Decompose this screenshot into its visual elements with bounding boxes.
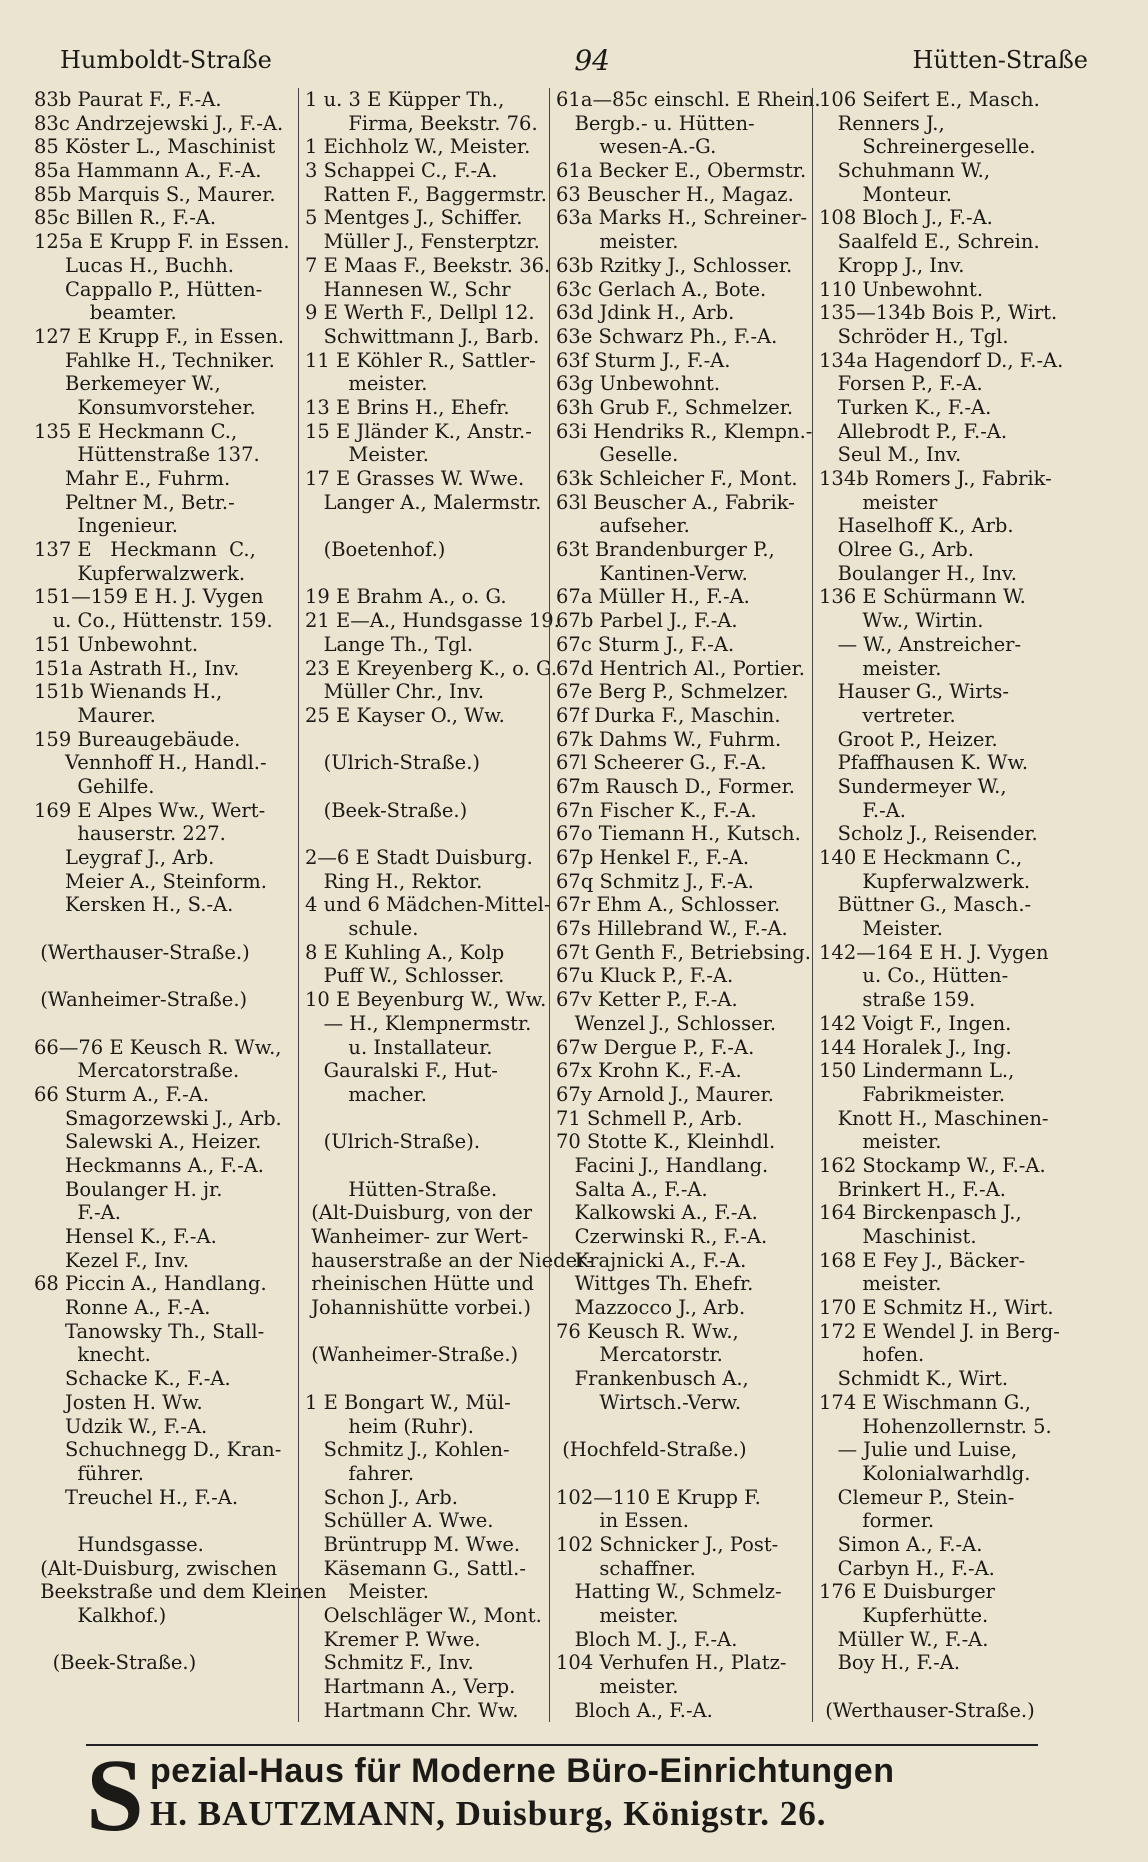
directory-entry-line: Czerwinski R., F.-A. — [556, 1225, 768, 1248]
directory-entry-line: 67f Durka F., Maschin. — [556, 703, 781, 727]
directory-entry-line: 85a Hammann A., F.-A. — [34, 159, 262, 183]
directory-entry-line — [556, 1462, 814, 1486]
directory-entry-line: Clemeur P., Stein- — [819, 1485, 1015, 1509]
directory-entry-line: 63b Rzitky J., Schlosser. — [556, 253, 793, 277]
directory-entry-line: Käsemann G., Sattl.- — [305, 1556, 526, 1580]
directory-entry-line: 151 Unbewohnt. — [34, 632, 199, 656]
directory-entry-line: 162 Stockamp W., F.-A. — [819, 1153, 1046, 1177]
directory-entry-line: 63c Gerlach A., Bote. — [556, 277, 767, 301]
advertisement-line-2: H. BAUTZMANN, Duisburg, Königstr. 26. — [150, 1794, 827, 1833]
directory-entry-line: 63i Hendriks R., Klempn.- — [556, 419, 813, 443]
directory-entry-line: u. Co., Hüttenstr. 159. — [34, 609, 273, 633]
directory-entry-line: Hohenzollernstr. 5. — [819, 1414, 1052, 1438]
directory-entry-line — [305, 1367, 563, 1391]
directory-entry-line: 159 Bureaugebäude. — [34, 727, 241, 751]
directory-entry-line: Hartmann Chr. Ww. — [305, 1698, 519, 1722]
directory-entry-line — [819, 1675, 1119, 1699]
directory-entry-line: 61a Becker E., Obermstr. — [556, 159, 807, 183]
directory-entry-line: Ww., Wirtin. — [819, 609, 984, 633]
directory-entry-line: 169 E Alpes Ww., Wert- — [34, 798, 266, 822]
directory-entry-line: 108 Bloch J., F.-A. — [819, 206, 993, 230]
directory-entry-line: 142—164 E H. J. Vygen — [819, 940, 1049, 964]
directory-entry-line: Carbyn H., F.-A. — [819, 1556, 995, 1580]
directory-entry-line: Salta A., F.-A. — [556, 1177, 708, 1201]
directory-entry-line — [305, 1107, 563, 1131]
directory-entry-line: Gehilfe. — [34, 774, 155, 798]
directory-entry-line: meister. — [556, 1675, 679, 1699]
directory-entry-line: Scholz J., Reisender. — [819, 822, 1038, 846]
directory-entry-line: Udzik W., F.-A. — [34, 1414, 208, 1438]
directory-entry-line: Smagorzewski J., Arb. — [34, 1106, 282, 1130]
directory-entry-line: Schreinergeselle. — [819, 135, 1036, 159]
directory-entry-line: 2—6 E Stadt Duisburg. — [305, 846, 533, 869]
directory-entry-line: (Ulrich-Straße). — [305, 1130, 481, 1154]
directory-entry-line: 135 E Heckmann C., — [34, 419, 238, 443]
directory-entry-line: Konsumvorsteher. — [34, 395, 256, 419]
directory-entry-line: 67o Tiemann H., Kutsch. — [556, 822, 801, 846]
directory-entry-line: F.-A. — [819, 798, 906, 822]
directory-entry-line — [305, 728, 563, 752]
directory-entry-line: (Hochfeld-Straße.) — [556, 1438, 747, 1462]
directory-entry-line: 63t Brandenburger P., — [556, 538, 775, 562]
directory-entry-line: 144 Horalek J., Ing. — [819, 1035, 1012, 1059]
directory-entry-line: straße 159. — [819, 988, 976, 1012]
directory-entry-line: Seul M., Inv. — [819, 443, 962, 467]
directory-entry-line: Kremer P. Wwe. — [305, 1627, 481, 1651]
directory-entry-line: Schüller A. Wwe. — [305, 1509, 494, 1533]
directory-entry-line: Kropp J., Inv. — [819, 253, 965, 277]
directory-entry-line: (Alt-Duisburg, von der — [305, 1201, 533, 1225]
directory-entry-line: 1 Eichholz W., Meister. — [305, 135, 531, 159]
directory-entry-line — [556, 1415, 814, 1439]
directory-entry-line: 67s Hillebrand W., F.-A. — [556, 917, 788, 941]
directory-entry-line: 63k Schleicher F., Mont. — [556, 467, 798, 490]
directory-entry-line: Schwittmann J., Barb. — [305, 324, 540, 348]
directory-entry-line: Hannesen W., Schr — [305, 277, 511, 301]
directory-entry-line — [305, 562, 563, 586]
directory-entry-line: 13 E Brins H., Ehefr. — [305, 395, 510, 419]
directory-entry-line: Müller Chr., Inv. — [305, 680, 485, 704]
directory-entry-line: Mahr E., Fuhrm. — [34, 467, 231, 490]
directory-entry-line: Johannishütte vorbei.) — [305, 1296, 531, 1320]
directory-entry-line: vertreter. — [819, 703, 956, 727]
directory-entry-line: Schuhmann W., — [819, 159, 991, 183]
directory-entry-line — [34, 1509, 292, 1533]
directory-entry-line: beamter. — [34, 301, 177, 325]
directory-entry-line: Boy H., F.-A. — [819, 1651, 961, 1675]
directory-entry-line: Olree G., Arb. — [819, 538, 974, 562]
directory-entry-line: 151—159 E H. J. Vygen — [34, 585, 264, 609]
directory-entry-line: meister. — [556, 1604, 679, 1627]
directory-entry-line: 83b Paurat F., F.-A. — [34, 88, 222, 111]
directory-entry-line: Schuchnegg D., Kran- — [34, 1438, 282, 1462]
directory-entry-line: Haselhoff K., Arb. — [819, 514, 1014, 538]
directory-entry-line: meister. — [556, 230, 679, 254]
directory-entry-line: Peltner M., Betr.- — [34, 490, 235, 514]
directory-entry-line: Schmitz J., Kohlen- — [305, 1438, 510, 1462]
directory-entry-line: — H., Klempnermstr. — [305, 1011, 532, 1035]
directory-entry-line — [305, 1154, 563, 1178]
directory-entry-line: u. Installateur. — [305, 1035, 493, 1059]
directory-entry-line: Kersken H., S.-A. — [34, 893, 234, 917]
directory-entry-line: Facini J., Handlang. — [556, 1153, 769, 1177]
directory-entry-line: Kezel F., Inv. — [34, 1248, 190, 1272]
directory-entry-line: 7 E Maas F., Beekstr. 36. — [305, 253, 551, 277]
directory-entry-line: rheinischen Hütte und — [305, 1272, 535, 1296]
column-2 — [298, 88, 594, 1722]
directory-entry-line: 19 E Brahm A., o. G. — [305, 585, 507, 609]
directory-entry-line: 67e Berg P., Schmelzer. — [556, 680, 789, 704]
directory-entry-line: Meister. — [305, 1580, 429, 1604]
directory-entry-line: 63h Grub F., Schmelzer. — [556, 395, 794, 419]
directory-entry-line: Kalkhof.) — [34, 1604, 167, 1627]
directory-entry-line — [34, 1012, 292, 1036]
directory-entry-line: Schacke K., F.-A. — [34, 1367, 231, 1391]
directory-entry-line: 25 E Kayser O., Ww. — [305, 703, 505, 727]
directory-entry-line: (Werthauser-Straße.) — [34, 940, 250, 964]
directory-entry-line: Oelschläger W., Mont. — [305, 1604, 542, 1627]
directory-entry-line: Monteur. — [819, 182, 952, 206]
directory-entry-line: 67b Parbel J., F.-A. — [556, 609, 738, 633]
header-right-street: Hütten-Straße — [912, 46, 1088, 74]
directory-entry-line: 68 Piccin A., Handlang. — [34, 1272, 267, 1296]
column-4 — [812, 88, 1119, 1722]
directory-entry-line: 172 E Wendel J. in Berg- — [819, 1319, 1060, 1343]
directory-entry-line: 21 E—A., Hundsgasse 19. — [305, 609, 560, 633]
directory-entry-line: 17 E Grasses W. Wwe. — [305, 467, 525, 490]
directory-entry-line: Lange Th., Tgl. — [305, 632, 474, 656]
directory-entry-line: Fabrikmeister. — [819, 1082, 1006, 1106]
directory-entry-line: 63f Sturm J., F.-A. — [556, 348, 731, 372]
directory-entry-line: Ring H., Rektor. — [305, 869, 483, 893]
directory-entry-line: u. Co., Hütten- — [819, 964, 1009, 988]
directory-entry-line: Brinkert H., F.-A. — [819, 1177, 1006, 1201]
directory-entry-line: 67l Scheerer G., F.-A. — [556, 751, 767, 775]
advertisement-rule — [86, 1744, 1038, 1746]
directory-entry-line: 63 Beuscher H., Magaz. — [556, 182, 794, 206]
directory-entry-line: Heckmanns A., F.-A. — [34, 1153, 264, 1177]
directory-entry-line: Wanheimer- zur Wert- — [305, 1225, 529, 1248]
directory-entry-line: Sundermeyer W., — [819, 774, 1007, 798]
directory-entry-line: 70 Stotte K., Kleinhdl. — [556, 1130, 776, 1154]
header-left-street: Humboldt-Straße — [60, 46, 272, 74]
directory-entry-line — [34, 964, 292, 988]
directory-entry-line: hauserstr. 227. — [34, 822, 226, 846]
directory-entry-line: Bloch M. J., F.-A. — [556, 1627, 738, 1651]
directory-entry-line: hofen. — [819, 1343, 925, 1367]
directory-entry-line: Groot P., Heizer. — [819, 727, 998, 751]
directory-entry-line: 67n Fischer K., F.-A. — [556, 798, 757, 822]
directory-entry-line: heim (Ruhr). — [305, 1414, 474, 1438]
directory-entry-line: meister — [819, 490, 938, 514]
directory-entry-line: führer. — [34, 1461, 144, 1485]
directory-entry-line: Kantinen-Verw. — [556, 561, 748, 585]
directory-entry-line: Müller J., Fensterptzr. — [305, 230, 540, 254]
directory-entry-line: — Julie und Luise, — [819, 1438, 1018, 1462]
directory-entry-line: Mercatorstr. — [556, 1343, 723, 1367]
directory-entry-line: 102—110 E Krupp F. — [556, 1485, 761, 1509]
directory-entry-line: 127 E Krupp F., in Essen. — [34, 324, 285, 348]
directory-entry-line: F.-A. — [34, 1201, 121, 1225]
column-3 — [549, 88, 821, 1722]
directory-entry-line: Ingenieur. — [34, 514, 178, 538]
directory-entry-line: meister. — [819, 1272, 942, 1296]
directory-entry-line: 67x Krohn K., F.-A. — [556, 1059, 742, 1083]
directory-entry-line: aufseher. — [556, 514, 690, 538]
directory-entry-line: 67d Hentrich Al., Portier. — [556, 656, 805, 680]
directory-entry-line: Salewski A., Heizer. — [34, 1130, 262, 1154]
directory-entry-line: Puff W., Schlosser. — [305, 964, 505, 988]
directory-entry-line: Kupferhütte. — [819, 1604, 989, 1627]
directory-entry-line: 63d Jdink H., Arb. — [556, 301, 735, 325]
directory-entry-line: Hüttenstraße 137. — [34, 443, 260, 467]
directory-entry-line: Beekstraße und dem Kleinen — [34, 1580, 327, 1604]
directory-entry-line: 23 E Kreyenberg K., o. G. — [305, 656, 558, 680]
directory-entry-line: Renners J., — [819, 111, 945, 135]
directory-entry-line: 85b Marquis S., Maurer. — [34, 182, 276, 206]
directory-entry-line: 5 Mentges J., Schiffer. — [305, 206, 523, 230]
directory-entry-line: meister. — [305, 372, 428, 396]
directory-entry-line: Hensel K., F.-A. — [34, 1225, 217, 1248]
directory-entry-line: Krajnicki A., F.-A. — [556, 1248, 747, 1272]
directory-entry-line: Schmitz F., Inv. — [305, 1651, 474, 1675]
directory-entry-line: 85 Köster L., Maschinist — [34, 135, 276, 159]
directory-entry-line: 170 E Schmitz H., Wirt. — [819, 1296, 1054, 1320]
directory-entry-line: 67m Rausch D., Former. — [556, 774, 795, 798]
directory-entry-line: 151a Astrath H., Inv. — [34, 656, 240, 680]
directory-entry-line: fahrer. — [305, 1461, 415, 1485]
directory-entry-line: Hütten-Straße. — [305, 1177, 498, 1201]
directory-entry-line: Cappallo P., Hütten- — [34, 277, 263, 301]
directory-entry-line: Kalkowski A., F.-A. — [556, 1201, 758, 1225]
directory-entry-line: 11 E Köhler R., Sattler- — [305, 348, 536, 372]
directory-entry-line: (Ulrich-Straße.) — [305, 751, 481, 775]
directory-entry-line: Pfaffhausen K. Ww. — [819, 751, 1029, 775]
directory-entry-line: Gauralski F., Hut- — [305, 1059, 498, 1083]
directory-entry-line: Turken K., F.-A. — [819, 395, 992, 419]
directory-entry-line: schaffner. — [556, 1556, 696, 1580]
directory-entry-line: knecht. — [34, 1343, 151, 1367]
directory-entry-line: Maschinist. — [819, 1225, 977, 1248]
directory-entry-line: Büttner G., Masch.- — [819, 893, 1032, 917]
directory-entry-line: 83c Andrzejewski J., F.-A. — [34, 111, 284, 135]
directory-entry-line: Allebrodt P., F.-A. — [819, 419, 1008, 443]
directory-entry-line: 104 Verhufen H., Platz- — [556, 1651, 787, 1675]
directory-entry-line — [305, 822, 563, 846]
directory-entry-line: Brüntrupp M. Wwe. — [305, 1532, 521, 1556]
directory-entry-line: Wirtsch.-Verw. — [556, 1390, 742, 1414]
directory-entry-line: Hartmann A., Verp. — [305, 1675, 516, 1699]
directory-entry-line: — W., Anstreicher- — [819, 632, 1022, 656]
directory-entry-line: Tanowsky Th., Stall- — [34, 1319, 265, 1343]
page-number: 94 — [574, 43, 610, 77]
directory-entry-line: 67y Arnold J., Maurer. — [556, 1082, 774, 1106]
directory-entry-line: 135—134b Bois P., Wirt. — [819, 301, 1058, 325]
directory-entry-line: 4 und 6 Mädchen-Mittel- — [305, 893, 551, 917]
directory-entry-line: Frankenbusch A., — [556, 1367, 749, 1391]
directory-entry-line: 67t Genth F., Betriebsing. — [556, 940, 811, 964]
directory-entry-line: 67c Sturm J., F.-A. — [556, 632, 735, 656]
directory-entry-line: Ronne A., F.-A. — [34, 1296, 211, 1320]
advertisement-initial: S — [86, 1738, 144, 1853]
directory-entry-line: Kupferwalzwerk. — [34, 561, 246, 585]
directory-entry-line: 66 Sturm A., F.-A. — [34, 1082, 210, 1106]
directory-entry-line: 142 Voigt F., Ingen. — [819, 1011, 1012, 1035]
column-1 — [34, 88, 327, 1675]
directory-entry-line: 3 Schappei C., F.-A. — [305, 159, 498, 183]
directory-entry-line: Meier A., Steinform. — [34, 869, 267, 893]
directory-entry-line: 67v Ketter P., F.-A. — [556, 988, 738, 1012]
directory-entry-line: Vennhoff H., Handl.- — [34, 751, 267, 775]
directory-entry-line: 136 E Schürmann W. — [819, 585, 1026, 609]
directory-entry-line: schule. — [305, 917, 419, 941]
directory-entry-line: 61a—85c einschl. E Rhein. — [556, 88, 821, 111]
directory-entry-line: 134a Hagendorf D., F.-A. — [819, 348, 1064, 372]
directory-entry-line: Geselle. — [556, 443, 679, 467]
directory-entry-line: 137 E Heckmann C., — [34, 538, 256, 562]
directory-entry-line: 67u Kluck P., F.-A. — [556, 964, 734, 988]
directory-entry-line: 63a Marks H., Schreiner- — [556, 206, 808, 230]
directory-entry-line: 150 Lindermann L., — [819, 1059, 1015, 1083]
directory-entry-line: Mazzocco J., Arb. — [556, 1296, 746, 1320]
directory-entry-line: Wittges Th. Ehefr. — [556, 1272, 754, 1296]
directory-entry-line: Berkemeyer W., — [34, 372, 221, 396]
directory-entry-line: Saalfeld E., Schrein. — [819, 230, 1040, 254]
directory-entry-line: 102 Schnicker J., Post- — [556, 1532, 779, 1556]
directory-entry-line: meister. — [819, 1130, 942, 1154]
running-header — [60, 40, 1088, 80]
directory-entry-line: (Alt-Duisburg, zwischen — [34, 1556, 278, 1580]
directory-entry-line: 63l Beuscher A., Fabrik- — [556, 490, 795, 514]
directory-entry-line: 67a Müller H., F.-A. — [556, 585, 750, 609]
directory-entry-line: 176 E Duisburger — [819, 1580, 995, 1604]
directory-entry-line: 15 E Jländer K., Anstr.- — [305, 419, 532, 443]
directory-entry-line: Meister. — [305, 443, 429, 467]
directory-entry-line: Hundsgasse. — [34, 1532, 204, 1556]
directory-entry-line: 1 E Bongart W., Mül- — [305, 1390, 511, 1414]
directory-entry-line: 67p Henkel F., F.-A. — [556, 846, 750, 869]
directory-entry-line: (Boetenhof.) — [305, 538, 446, 562]
directory-entry-line: 76 Keusch R. Ww., — [556, 1319, 739, 1343]
directory-entry-line: (Beek-Straße.) — [34, 1651, 197, 1675]
directory-entry-line: Kupferwalzwerk. — [819, 869, 1031, 893]
directory-entry-line: Maurer. — [34, 703, 156, 727]
directory-entry-line: Kolonialwarhdlg. — [819, 1461, 1031, 1485]
directory-entry-line: Treuchel H., F.-A. — [34, 1485, 239, 1509]
directory-entry-line: (Beek-Straße.) — [305, 798, 468, 822]
directory-entry-line: Fahlke H., Techniker. — [34, 348, 275, 372]
directory-entry-line: 9 E Werth F., Dellpl 12. — [305, 301, 535, 325]
directory-entry-line: 71 Schmell P., Arb. — [556, 1106, 743, 1130]
directory-entry-line: 67w Dergue P., F.-A. — [556, 1035, 755, 1059]
directory-entry-line — [305, 514, 563, 538]
directory-entry-line: 110 Unbewohnt. — [819, 277, 984, 301]
directory-entry-line: 63e Schwarz Ph., F.-A. — [556, 324, 778, 348]
directory-entry-line: 66—76 E Keusch R. Ww., — [34, 1035, 282, 1059]
directory-entry-line: Knott H., Maschinen- — [819, 1106, 1049, 1130]
directory-entry-line: Schröder H., Tgl. — [819, 324, 1009, 348]
directory-entry-line: Boulanger H. jr. — [34, 1177, 223, 1201]
directory-entry-line: Bloch A., F.-A. — [556, 1698, 713, 1722]
directory-entry-line: Wenzel J., Schlosser. — [556, 1011, 777, 1035]
directory-entry-line: Ratten F., Baggermstr. — [305, 182, 547, 206]
directory-entry-line: 67q Schmitz J., F.-A. — [556, 869, 754, 893]
directory-entry-line: Müller W., F.-A. — [819, 1627, 989, 1651]
directory-entry-line: (Wanheimer-Straße.) — [305, 1343, 519, 1367]
directory-entry-line: Forsen P., F.-A. — [819, 372, 983, 396]
directory-entry-line: Meister. — [819, 917, 943, 941]
directory-entry-line: 67k Dahms W., Fuhrm. — [556, 727, 782, 751]
directory-entry-line: meister. — [819, 656, 942, 680]
directory-entry-line: 8 E Kuhling A., Kolp — [305, 940, 505, 964]
directory-entry-line: hauserstraße an der Nieder- — [305, 1248, 594, 1272]
directory-entry-line: Schmidt K., Wirt. — [819, 1367, 1009, 1391]
directory-entry-line: 1 u. 3 E Küpper Th., — [305, 88, 505, 111]
directory-entry-line — [34, 1628, 292, 1652]
directory-entry-line: 164 Birckenpasch J., — [819, 1201, 1022, 1225]
directory-entry-line: 168 E Fey J., Bäcker- — [819, 1248, 1026, 1272]
directory-entry-line — [305, 775, 563, 799]
directory-entry-line: Lucas H., Buchh. — [34, 253, 234, 277]
directory-entry-line: 10 E Beyenburg W., Ww. — [305, 988, 547, 1012]
directory-entry-line: 63g Unbewohnt. — [556, 372, 721, 396]
directory-entry-line: macher. — [305, 1082, 427, 1106]
directory-entry-line — [34, 917, 292, 941]
advertisement-line-1: pezial-Haus für Moderne Büro-Einrichtungen — [150, 1752, 895, 1790]
directory-entry-line: Hauser G., Wirts- — [819, 680, 1010, 704]
directory-entry-line: in Essen. — [556, 1509, 689, 1533]
directory-entry-line: Simon A., F.-A. — [819, 1532, 983, 1556]
directory-entry-line: Firma, Beekstr. 76. — [305, 111, 538, 135]
directory-entry-line: (Wanheimer-Straße.) — [34, 988, 248, 1012]
directory-entry-line: Mercatorstraße. — [34, 1059, 240, 1083]
directory-entry-line: Schon J., Arb. — [305, 1485, 458, 1509]
directory-entry-line: (Werthauser-Straße.) — [819, 1698, 1035, 1722]
directory-entry-line: Leygraf J., Arb. — [34, 846, 215, 869]
directory-entry-line: wesen-A.-G. — [556, 135, 717, 159]
directory-entry-line: 125a E Krupp F. in Essen. — [34, 230, 290, 254]
directory-entry-line: 151b Wienands H., — [34, 680, 223, 704]
directory-entry-line: former. — [819, 1509, 935, 1533]
directory-entry-line: Langer A., Malermstr. — [305, 490, 542, 514]
directory-entry-line: 85c Billen R., F.-A. — [34, 206, 217, 230]
directory-entry-line: 106 Seifert E., Masch. — [819, 88, 1040, 111]
directory-entry-line: 67r Ehm A., Schlosser. — [556, 893, 781, 917]
directory-entry-line: 140 E Heckmann C., — [819, 846, 1023, 869]
directory-entry-line: Bergb.- u. Hütten- — [556, 111, 755, 135]
directory-entry-line: Josten H. Ww. — [34, 1390, 203, 1414]
directory-entry-line: Boulanger H., Inv. — [819, 561, 1017, 585]
directory-entry-line — [305, 1320, 563, 1344]
directory-entry-line: 134b Romers J., Fabrik- — [819, 467, 1052, 490]
directory-entry-line: Hatting W., Schmelz- — [556, 1580, 782, 1604]
directory-entry-line: 174 E Wischmann G., — [819, 1390, 1031, 1414]
